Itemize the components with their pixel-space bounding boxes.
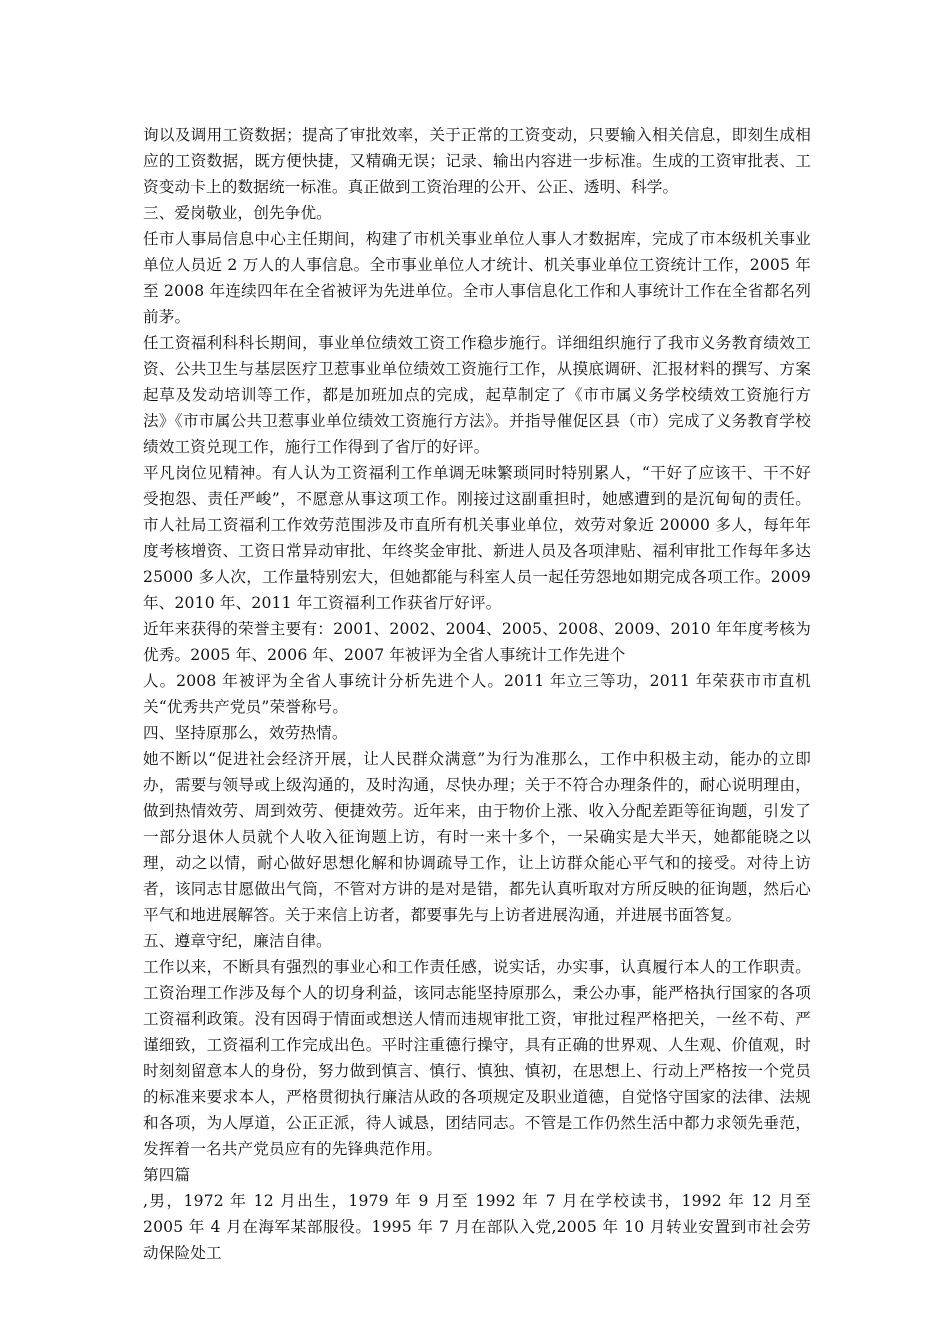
paragraph-integrity: 工作以来，不断具有强烈的事业心和工作责任感，说实话，办实事，认真履行本人的工作职责。工资治理工作涉及每个人的切身利益，该同志能坚持原那么，秉公办事，能严格执行国家的各项工资福利政策。没有因碍于情面或想送人情而违规审批工资，审批过程严格把关，一丝不苟、严谨细致，工资福利工作完成出色。平时注重德行操守，具有正确的世界观、人生观、价值观，时时刻刻留意本人的身份，努力做到慎言、慎行、慎独、慎初，在思想上、行动上严格按一个党员的标准来要求本人，严格贯彻执行廉洁从政的各项规定及职业道德，自觉恪守国家的法律、法规和各项，为人厚道，公正正派，待人诚恳，团结同志。不管是工作仍然生活中都力求领先垂范，发挥着一名共产党员应有的先锋典范作用。: [143, 958, 811, 1158]
section-heading-4: 四、坚持原那么，效劳热情。: [143, 724, 348, 742]
paragraph-honors-continued: 人。2008 年被评为全省人事统计分析先进个人。2011 年立三等功，2011 年荣获市市直机关“优秀共产党员”荣誉称号。: [143, 672, 811, 716]
section-heading-5: 五、遵章守纪，廉洁自律。: [143, 932, 332, 950]
paragraph-honors: 近年来获得的荣誉主要有：2001、2002、2004、2005、2008、2009、2010 年年度考核为优秀。2005 年、2006 年、2007 年被评为全省人事统计工作先进个: [143, 620, 811, 664]
chapter-heading-4: 第四篇: [143, 1166, 191, 1184]
paragraph-info-center: 任市人事局信息中心主任期间，构建了市机关事业单位人事人才数据库，完成了市本级机关事业单位人员近 2 万人的人事信息。全市事业单位人才统计、机关事业单位工资统计工作，2005 年至 2008 年连续四年在全省被评为先进单位。全市人事信息化工作和人事统计工作在全省都名列前茅。: [143, 230, 811, 326]
paragraph-salary-system: 询以及调用工资数据；提高了审批效率，关于正常的工资变动，只要输入相关信息，即刻生成相应的工资数据，既方便快捷，又精确无误；记录、输出内容进一步标准。生成的工资审批表、工资变动卡上的数据统一标准。真正做到工资治理的公开、公正、透明、科学。: [143, 126, 811, 196]
document-body: [143, 122, 811, 1266]
paragraph-biography: ,男，1972 年 12 月出生，1979 年 9 月至 1992 年 7 月在学校读书，1992 年 12 月至 2005 年 4 月在海军某部服役。1995 年 7 月在部队入党,2005 年 10 月转业安置到市社会劳动保险处工: [143, 1192, 811, 1262]
paragraph-service: 她不断以“促进社会经济开展，让人民群众满意”为行为准那么，工作中积极主动，能办的立即办，需要与领导或上级沟通的，及时沟通，尽快办理；关于不符合办理条件的，耐心说明理由，做到热情效劳、周到效劳、便捷效劳。近年来，由于物价上涨、收入分配差距等征询题，引发了一部分退休人员就个人收入征询题上访，有时一来十多个，一呆确实是大半天，她都能晓之以理，动之以情，耐心做好思想化解和协调疏导工作，让上访群众能心平气和的接受。对待上访者，该同志甘愿做出气筒，不管对方讲的是对是错，都先认真听取对方所反映的征询题，然后心平气和地进展解答。关于来信上访者，都要事先与上访者进展沟通，并进展书面答复。: [143, 750, 811, 924]
section-heading-3: 三、爱岗敬业，创先争优。: [143, 204, 332, 222]
paragraph-ordinary-post: 平凡岗位见精神。有人认为工资福利工作单调无味繁琐同时特别累人，“干好了应该干、干不好受抱怨、责任严峻”，不愿意从事这项工作。刚接过这副重担时，她感遭到的是沉甸甸的责任。市人社局工资福利工作效劳范围涉及市直所有机关事业单位，效劳对象近 20000 多人，每年年度考核增资、工资日常异动审批、年终奖金审批、新进人员及各项津贴、福利审批工作每年多达 25000 多人次，工作量特别宏大，但她都能与科室人员一起任劳怨地如期完成各项工作。2009 年、2010 年、2011 年工资福利工作获省厅好评。: [143, 464, 811, 612]
paragraph-performance-pay: 任工资福利科科长期间，事业单位绩效工资工作稳步施行。详细组织施行了我市义务教育绩效工资、公共卫生与基层医疗卫惹事业单位绩效工资施行工作，从摸底调研、汇报材料的撰写、方案起草及发动培训等工作，都是加班加点的完成，起草制定了《市市属义务学校绩效工资施行方法》《市市属公共卫惹事业单位绩效工资施行方法》。并指导催促区县（市）完成了义务教育学校绩效工资兑现工作，施行工作得到了省厅的好评。: [143, 334, 811, 456]
